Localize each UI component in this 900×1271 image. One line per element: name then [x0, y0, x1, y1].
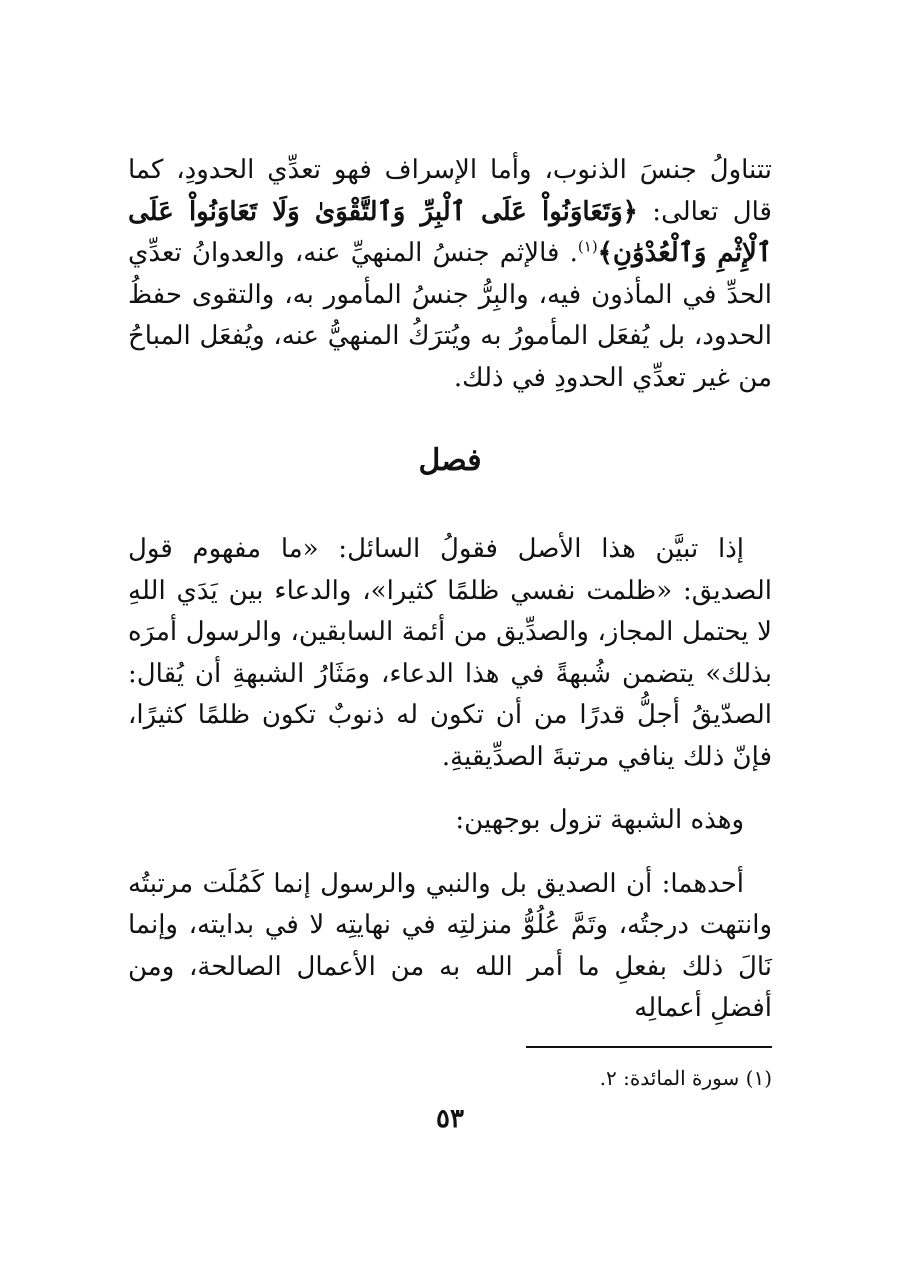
footnote-divider: [526, 1046, 772, 1048]
paragraph-3: وهذه الشبهة تزول بوجهين:: [455, 805, 744, 835]
paragraph-spacer: [128, 842, 772, 864]
section-heading: فصل: [418, 443, 482, 478]
paragraph-1: [128, 150, 772, 399]
footnote-reference: (١): [577, 237, 598, 256]
paragraph-2: إذا تبيَّن هذا الأصل فقولُ السائل: «ما مفهوم قول الصديق: «ظلمت نفسي ظلمًا كثيرا»، والدعاء بين يَدَي اللهِ لا يحتمل المجاز، والصدِّيق من أئمة السابقين، والرسول أمرَه بذلك» يتضمن شُبهةً في هذا الدعاء، ومَثَارُ الشبهةِ أن يُقال: الصدّيقُ أجلُّ قدرًا من أن تكون له ذنوبٌ تكون ظلمًا كثيرًا، فإنّ ذلك ينافي مرتبةَ الصدِّيقيةِ.: [128, 534, 772, 772]
footnote: (١) سورة المائدة: ٢.: [599, 1066, 772, 1090]
paragraph-1-rest-text: . فالإثم جنسُ المنهيِّ عنه، والعدوانُ تعدِّي الحدِّ في المأذون فيه، والبِرُّ جنسُ المأمور به، والتقوى حفظُ الحدود، بل يُفعَل المأمورُ به ويُترَكُ المنهيُّ عنه، ويُفعَل المباحُ من غير تعدِّي الحدودِ في ذلك.: [128, 238, 772, 393]
page-number: ٥٣: [436, 1104, 464, 1134]
paragraph-1-lead-text: تتناولُ جنسَ الذنوب، وأما الإسراف فهو تعدِّي الحدودِ، كما قال تعالى:: [128, 155, 772, 227]
book-page: [128, 150, 772, 1210]
paragraph-4: أحدهما: أن الصديق بل والنبي والرسول إنما كَمُلَت مرتبتُه وانتهت درجتُه، وتَمَّ عُلُوُّ منزلتِه في نهايتِه لا في بدايته، وإنما نَالَ ذلك بفعلِ ما أمر الله به من الأعمال الصالحة، ومن أفضلِ أعمالِه: [128, 868, 772, 1023]
quran-verse: ﴿وَتَعَاوَنُواْ عَلَى ٱلْبِرِّ وَٱلتَّقْوَىٰ وَلَا تَعَاوَنُواْ عَلَى ٱلْإِثْمِ وَٱلْعُدْوَٰنِ﴾: [128, 196, 773, 268]
paragraph-spacer: [128, 778, 772, 800]
